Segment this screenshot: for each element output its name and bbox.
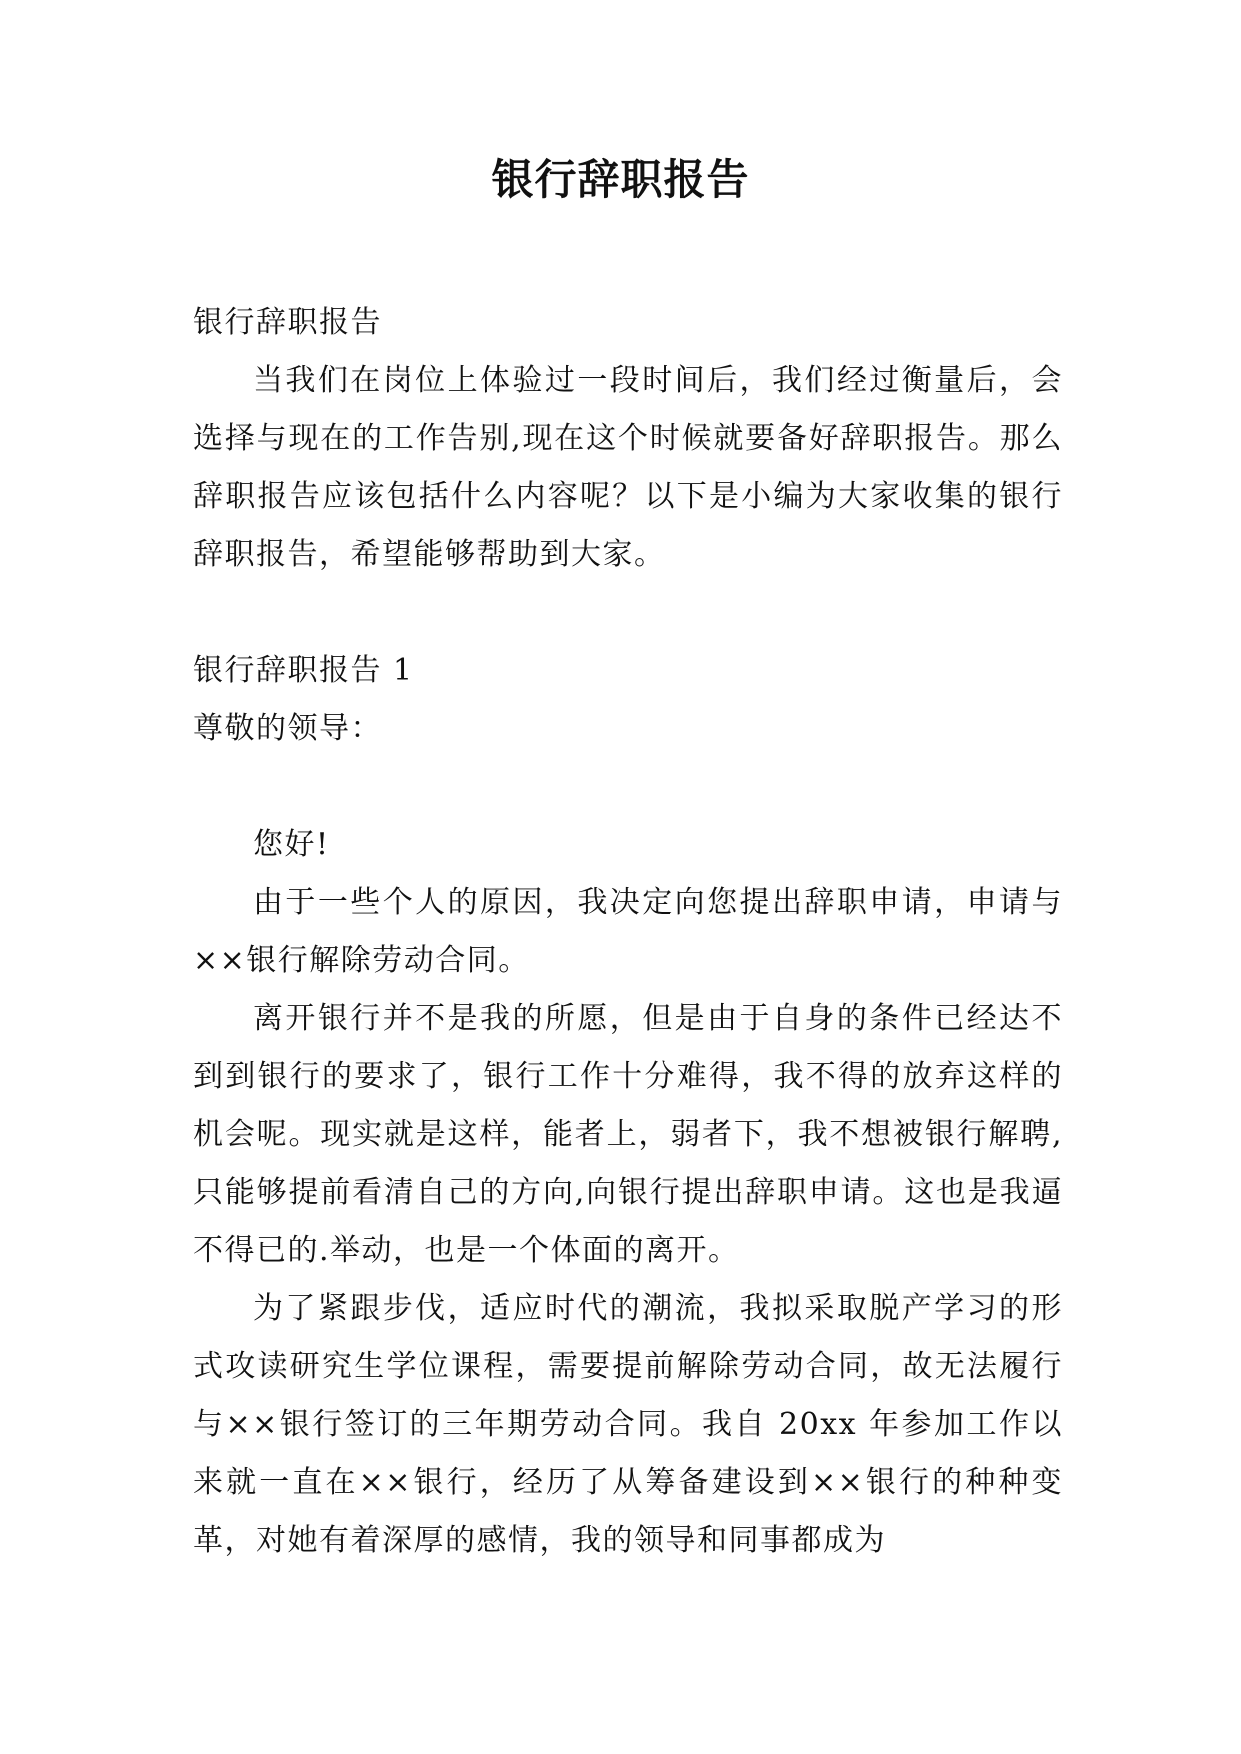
document-subtitle: 银行辞职报告 bbox=[193, 305, 382, 340]
greeting: 您好! bbox=[253, 827, 330, 862]
body-paragraph-1: 由于一些个人的原因，我决定向您提出辞职申请，申请与××银行解除劳动合同。 bbox=[193, 885, 1063, 978]
document-body bbox=[193, 294, 1063, 1570]
intro-paragraph: 当我们在岗位上体验过一段时间后，我们经过衡量后，会选择与现在的工作告别,现在这个时候就要备好辞职报告。那么辞职报告应该包括什么内容呢？以下是小编为大家收集的银行辞职报告，希望能够帮助到大家。 bbox=[193, 363, 1063, 572]
document-title: 银行辞职报告 bbox=[491, 155, 750, 204]
section-heading: 银行辞职报告 1 bbox=[193, 653, 414, 688]
body-paragraph-3: 为了紧跟步伐，适应时代的潮流，我拟采取脱产学习的形式攻读研究生学位课程，需要提前解除劳动合同，故无法履行与××银行签订的三年期劳动合同。我自 20xx 年参加工作以来就一直在××银行，经历了从筹备建设到××银行的种种变革，对她有着深厚的感情，我的领导和同事都成为 bbox=[193, 1291, 1063, 1558]
body-paragraph-2: 离开银行并不是我的所愿，但是由于自身的条件已经达不到到银行的要求了，银行工作十分难得，我不得的放弃这样的机会呢。现实就是这样，能者上，弱者下，我不想被银行解聘,只能够提前看清自己的方向,向银行提出辞职申请。这也是我逼不得已的.举动，也是一个体面的离开。 bbox=[193, 1001, 1063, 1268]
salutation: 尊敬的领导： bbox=[193, 711, 382, 746]
